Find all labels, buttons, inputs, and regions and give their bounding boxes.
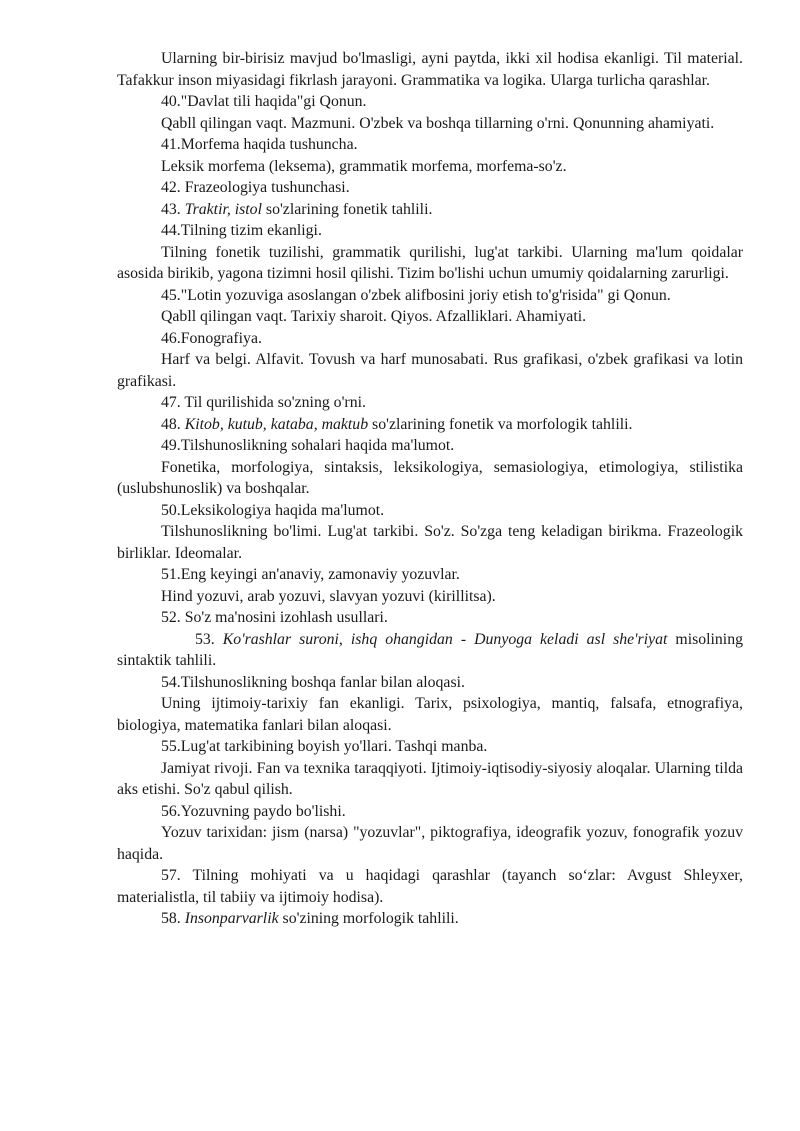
text-run: so'zlarining fonetik tahlili. (261, 200, 433, 218)
paragraph (117, 564, 743, 586)
paragraph (117, 801, 743, 823)
paragraph (117, 500, 743, 522)
paragraph (117, 586, 743, 608)
text-run: 43. (161, 200, 185, 218)
text-run: 47. Til qurilishida so'zning o'rni. (161, 394, 366, 411)
paragraph (117, 672, 743, 694)
paragraph (117, 758, 743, 801)
paragraph (117, 392, 743, 414)
paragraph (117, 607, 743, 629)
text-run: Harf va belgi. Alfavit. Tovush va harf munosabati. Rus grafikasi, o'zbek grafikasi va lotin grafikasi. (117, 351, 743, 390)
paragraph (117, 177, 743, 199)
text-run: Jamiyat rivoji. Fan va texnika taraqqiyoti. Ijtimoiy-iqtisodiy-siyosiy aloqalar. Ularning tilda aks etishi. So'z qabul qilish. (117, 759, 743, 798)
text-run: 48. (161, 415, 185, 433)
text-run: Hind yozuvi, arab yozuvi, slavyan yozuvi (kirillitsa). (161, 587, 496, 605)
paragraph (117, 156, 743, 178)
paragraph (117, 435, 743, 457)
italic-term: Kitob, kutub, kataba, maktub (184, 415, 369, 433)
text-run: Tilshunoslikning bo'limi. Lug'at tarkibi. So'z. So'zga teng keladigan birikma. Frazeologik birliklar. Ideomalar. (117, 523, 743, 562)
text-run: 51.Eng keyingi an'anaviy, zamonaviy yozuvlar. (161, 566, 460, 583)
text-run: 53. (195, 630, 223, 648)
paragraph (117, 822, 743, 865)
text-run: 55.Lug'at tarkibining boyish yo'llari. Tashqi manba. (161, 738, 488, 755)
text-run: so'zining morfologik tahlili. (278, 910, 459, 927)
document-page (117, 48, 743, 930)
italic-term: Ko'rashlar suroni, ishq ohangidan - Dunyoga keladi asl she'riyat (222, 630, 668, 648)
italic-term: Insonparvarlik (184, 910, 279, 927)
text-run: 40."Davlat tili haqida"gi Qonun. (161, 93, 367, 110)
paragraph (117, 134, 743, 156)
text-run: misolining sintaktik tahlili. (117, 630, 743, 669)
text-run: so'zlarining fonetik va morfologik tahlili. (368, 415, 633, 433)
paragraph (117, 306, 743, 328)
paragraph (117, 328, 743, 350)
text-run: 57. Tilning mohiyati va u haqidagi qarashlar (tayanch so‘zlar: Avgust Shleyxer, materialistla, til tabiiy va ijtimoiy hodisa). (117, 867, 743, 906)
text-run: Leksik morfema (leksema), grammatik morfema, morfema-so'z. (161, 157, 567, 175)
paragraph (117, 113, 743, 135)
paragraph (117, 285, 743, 307)
text-run: 44.Tilning tizim ekanligi. (161, 222, 322, 239)
paragraph (117, 457, 743, 500)
text-run: Uning ijtimoiy-tarixiy fan ekanligi. Tarix, psixologiya, mantiq, falsafa, etnografiya, biologiya, matematika fanlari bilan aloqasi. (117, 695, 743, 734)
paragraph (117, 91, 743, 113)
paragraph (117, 220, 743, 242)
text-run: 41.Morfema haqida tushuncha. (161, 136, 358, 153)
text-run: Tilning fonetik tuzilishi, grammatik qurilishi, lug'at tarkibi. Ularning ma'lum qoidalar asosida birikib, yagona tizimni hosil qilishi. Tizim bo'lishi uchun umumiy qoidalarning zarurligi. (117, 243, 743, 282)
paragraph (117, 199, 743, 221)
text-run: 42. Frazeologiya tushunchasi. (161, 179, 350, 196)
text-run: Fonetika, morfologiya, sintaksis, leksikologiya, semasiologiya, etimologiya, stilistika (uslubshunoslik) va boshqalar. (117, 458, 743, 497)
text-run: 56.Yozuvning paydo bo'lishi. (161, 802, 346, 820)
paragraph (117, 865, 743, 908)
paragraph (117, 521, 743, 564)
italic-term: Traktir, istol (184, 200, 262, 218)
text-run: 52. So'z ma'nosini izohlash usullari. (161, 609, 388, 626)
paragraph (117, 242, 743, 285)
paragraph (117, 629, 743, 672)
paragraph (117, 414, 743, 436)
paragraph (117, 48, 743, 91)
text-run: 54.Tilshunoslikning boshqa fanlar bilan aloqasi. (161, 673, 465, 691)
text-run: Yozuv tarixidan: jism (narsa) "yozuvlar", piktografiya, ideografik yozuv, fonografik yozuv haqida. (117, 824, 743, 863)
text-run: Ularning bir-birisiz mavjud bo'lmasligi, ayni paytda, ikki xil hodisa ekanligi. Til material. Tafakkur inson miyasidagi fikrlash jarayoni. Grammatika va logika. Ularga turlicha qarashlar. (117, 50, 743, 89)
text-run: 45."Lotin yozuviga asoslangan o'zbek alifbosini joriy etish to'g'risida" gi Qonun. (161, 286, 671, 304)
paragraph (117, 693, 743, 736)
text-run: 46.Fonografiya. (161, 329, 262, 347)
paragraph (117, 736, 743, 758)
paragraph (117, 908, 743, 930)
text-run: 49.Tilshunoslikning sohalari haqida ma'lumot. (161, 437, 455, 454)
text-run: Qabll qilingan vaqt. Mazmuni. O'zbek va boshqa tillarning o'rni. Qonunning ahamiyati. (161, 114, 715, 132)
text-run: Qabll qilingan vaqt. Tarixiy sharoit. Qiyos. Afzalliklari. Ahamiyati. (161, 308, 587, 325)
text-run: 58. (161, 910, 185, 927)
text-run: 50.Leksikologiya haqida ma'lumot. (161, 501, 385, 519)
paragraph (117, 349, 743, 392)
